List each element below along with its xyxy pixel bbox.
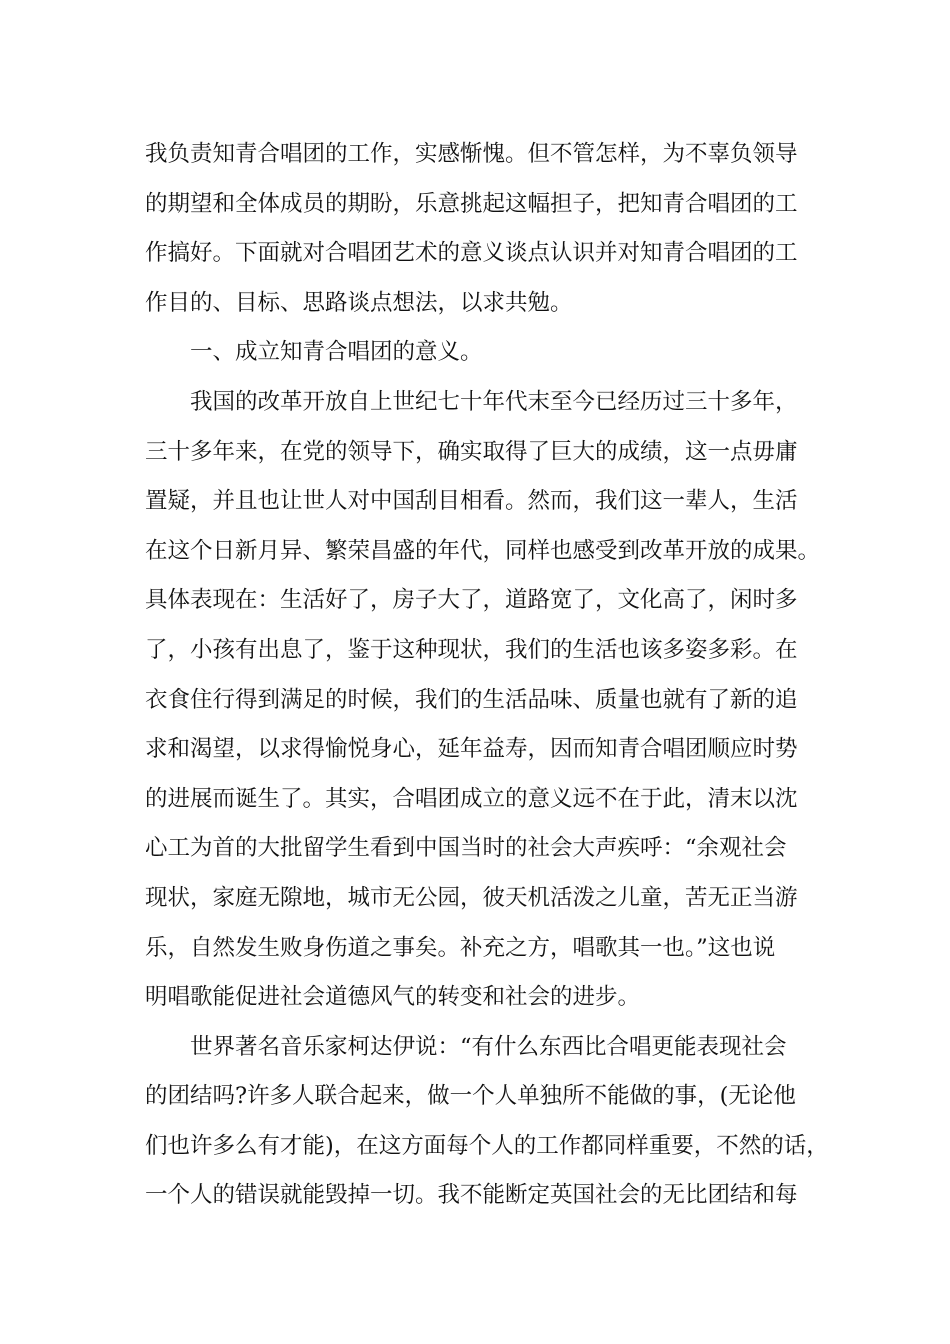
- text-line: 我负责知青合唱团的工作，实感惭愧。但不管怎样，为不辜负领导: [145, 141, 798, 167]
- text-line: 的团结吗?许多人联合起来，做一个人单独所不能做的事，(无论他: [145, 1083, 796, 1110]
- paragraph-intro: [145, 130, 805, 328]
- text-line: 具体表现在：生活好了，房子大了，道路宽了，文化高了，闲时多: [145, 587, 798, 614]
- text-line: 三十多年来，在党的领导下，确实取得了巨大的成绩，这一点毋庸: [145, 438, 798, 465]
- text-line: 求和渴望，以求得愉悦身心，延年益寿，因而知青合唱团顺应时势: [145, 736, 798, 763]
- heading-line: 一、成立知青合唱团的意义。: [190, 339, 483, 366]
- text-line: 我国的改革开放自上世纪七十年代末至今已经历过三十多年，: [190, 388, 798, 415]
- section-heading: [145, 328, 805, 378]
- text-line: 乐，自然发生败身伤道之事矣。补充之方，唱歌其一也。”这也说: [145, 934, 776, 961]
- text-line: 的进展而诞生了。其实，合唱团成立的意义远不在于此，清末以沈: [145, 785, 798, 812]
- text-line: 作搞好。下面就对合唱团艺术的意义谈点认识并对知青合唱团的工: [145, 240, 798, 267]
- text-line: 置疑，并且也让世人对中国刮目相看。然而，我们这一辈人，生活: [145, 488, 798, 515]
- text-line: 作目的、目标、思路谈点想法，以求共勉。: [145, 289, 573, 316]
- text-line: 明唱歌能促进社会道德风气的转变和社会的进步。: [145, 984, 641, 1011]
- text-line: 心工为首的大批留学生看到中国当时的社会大声疾呼：“余观社会: [145, 835, 787, 862]
- text-line: 们也许多么有才能)，在这方面每个人的工作都同样重要，不然的话，: [145, 1132, 829, 1159]
- text-line: 现状，家庭无隙地，城市无公园，彼天机活泼之儿童，苦无正当游: [145, 884, 798, 911]
- text-line: 世界著名音乐家柯达伊说：“有什么东西比合唱更能表现社会: [190, 1033, 787, 1060]
- paragraph-reform: [145, 378, 821, 1023]
- body-text: [145, 130, 829, 1221]
- text-line: 在这个日新月异、繁荣昌盛的年代，同样也感受到改革开放的成果。: [145, 537, 821, 564]
- text-line: 了，小孩有出息了，鉴于这种现状，我们的生活也该多姿多彩。在: [145, 636, 798, 663]
- paragraph-kodaly-quote: [145, 1023, 829, 1221]
- text-line: 一个人的错误就能毁掉一切。我不能断定英国社会的无比团结和每: [145, 1182, 798, 1209]
- text-line: 的期望和全体成员的期盼，乐意挑起这幅担子，把知青合唱团的工: [145, 190, 798, 217]
- text-line: 衣食住行得到满足的时候，我们的生活品味、质量也就有了新的追: [145, 686, 798, 713]
